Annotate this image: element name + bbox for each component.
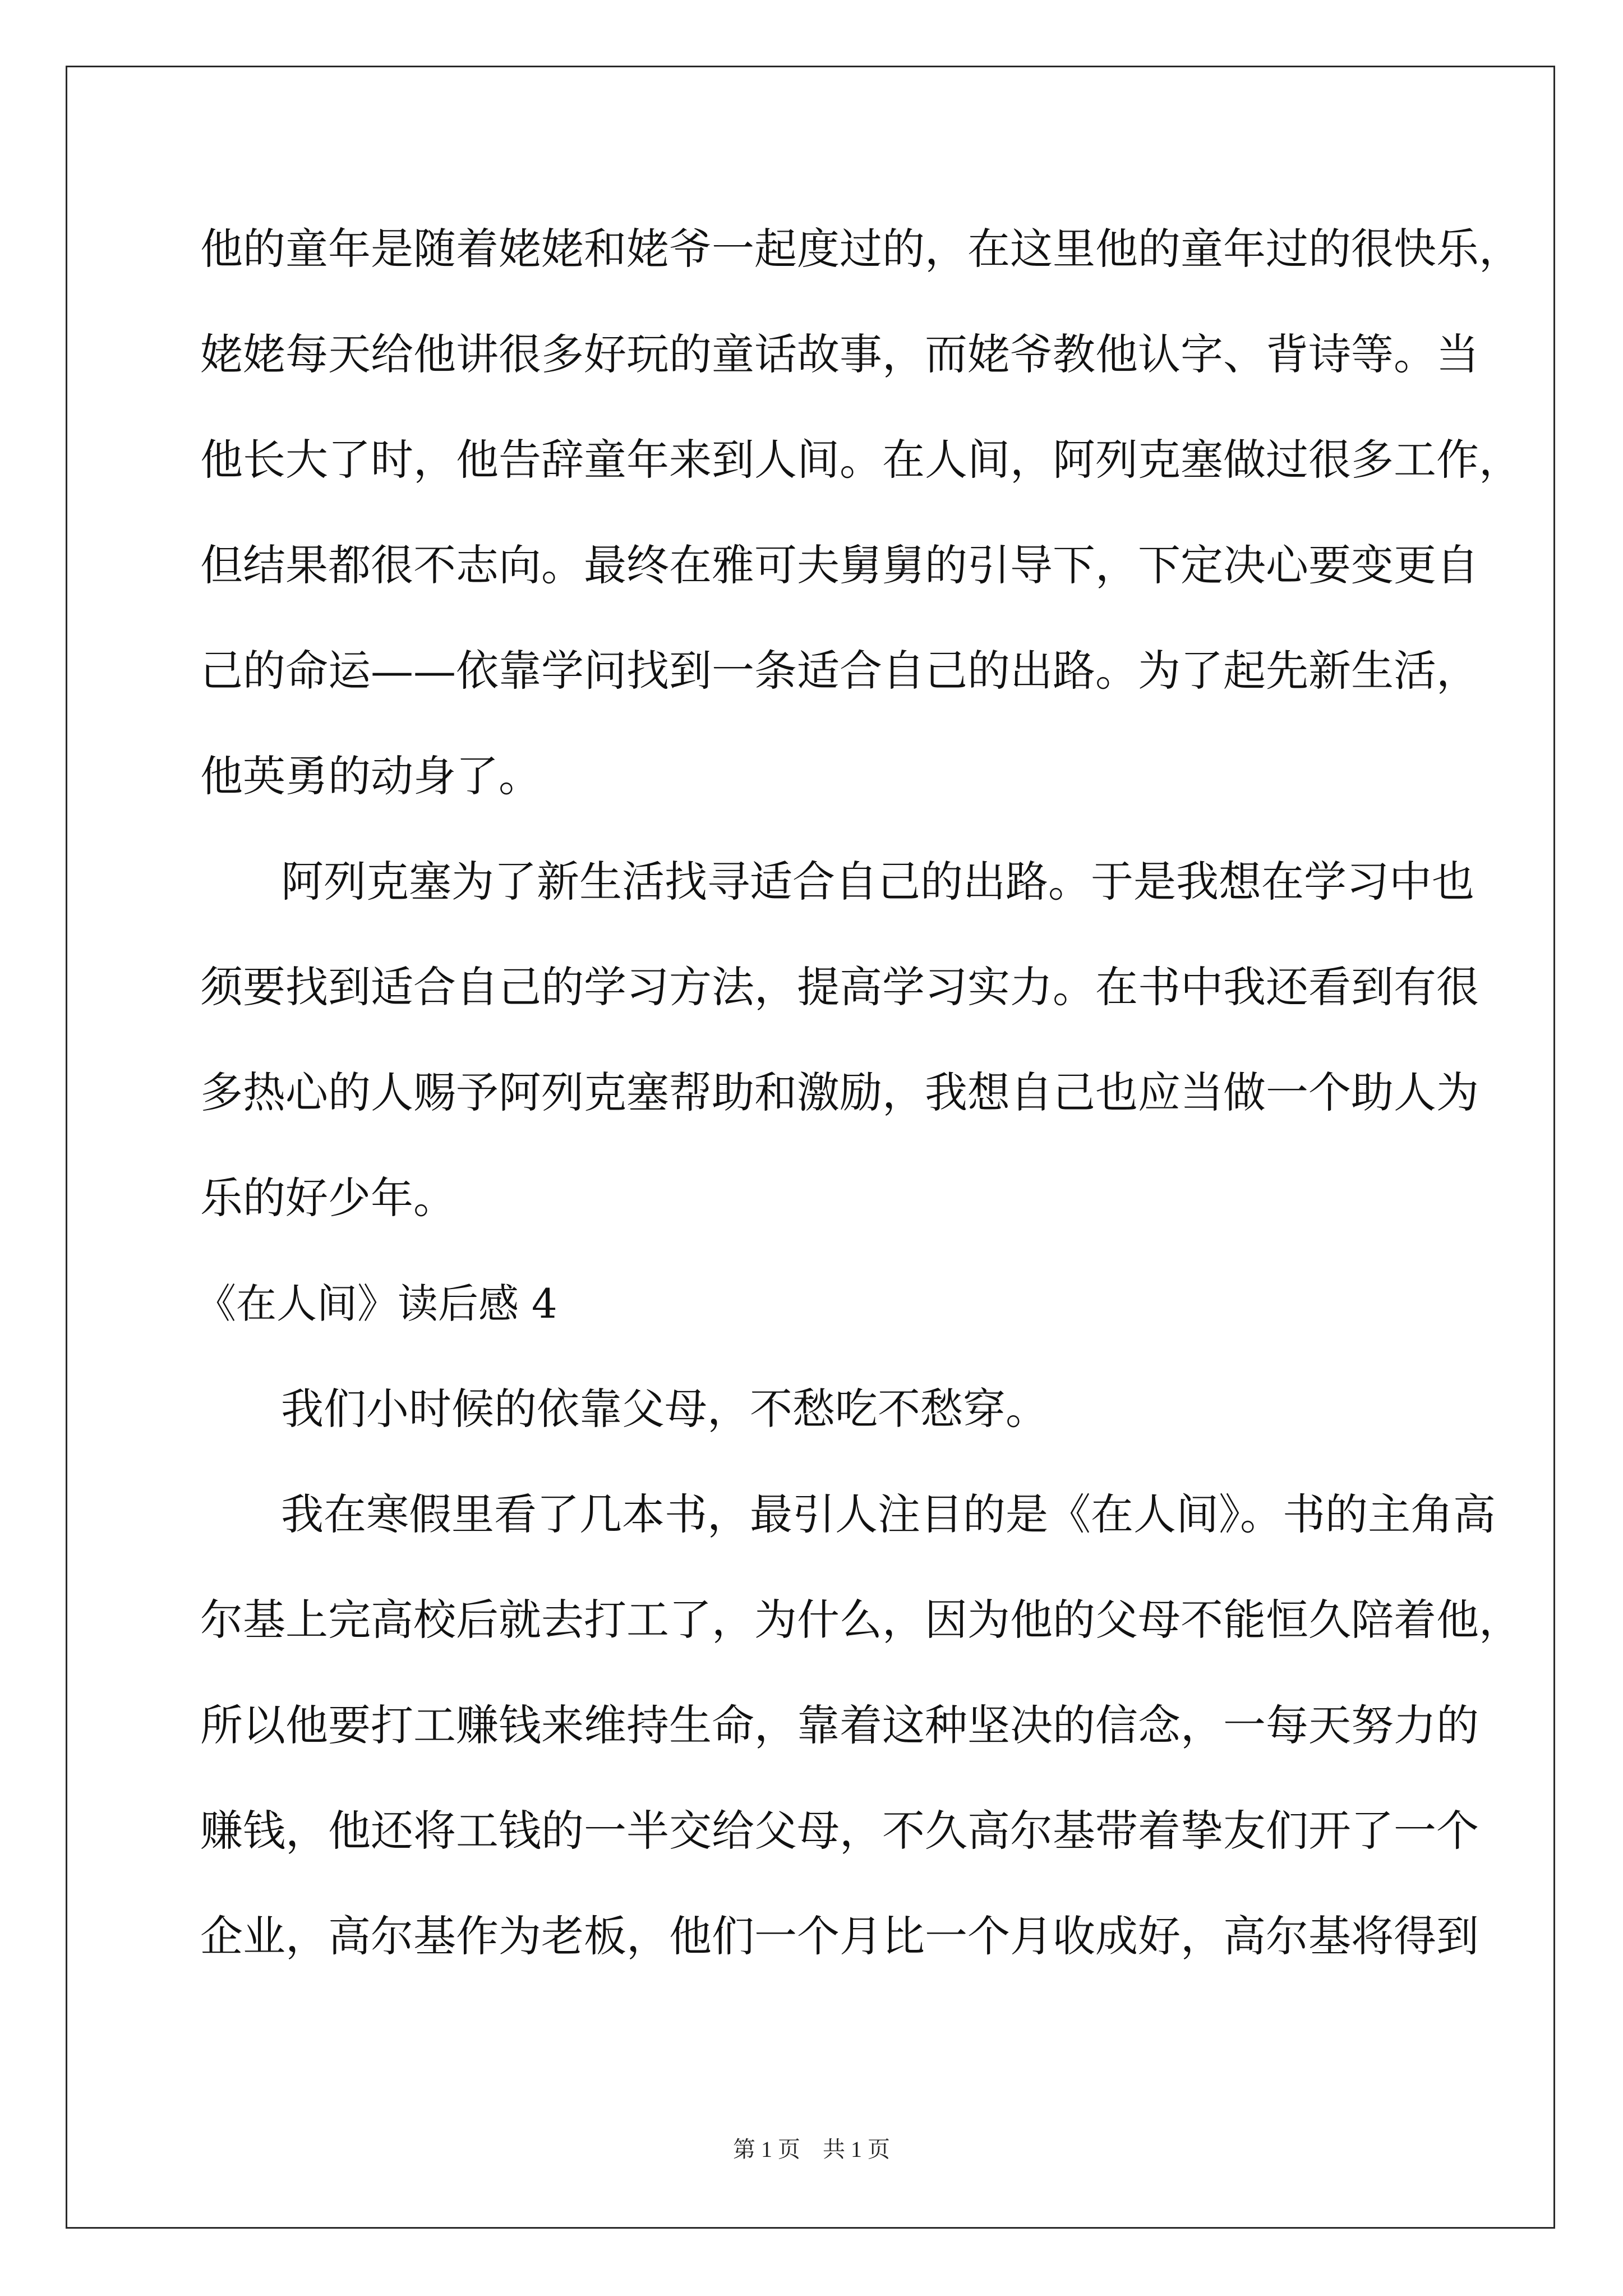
paragraph-line: 多热心的人赐予阿列克塞帮助和激励，我想自己也应当做一个助人为	[200, 1068, 1479, 1117]
paragraph-line: 企业，高尔基作为老板，他们一个月比一个月收成好，高尔基将得到	[200, 1911, 1479, 1961]
paragraph-line: 阿列克塞为了新生活找寻适合自己的出路。于是我想在学习中也	[281, 857, 1474, 907]
paragraph-line: 己的命运——依靠学问找到一条适合自己的出路。为了起先新生活，	[200, 646, 1479, 696]
document-body	[196, 196, 1521, 1989]
paragraph-line: 须要找到适合自己的学习方法，提高学习实力。在书中我还看到有很	[200, 962, 1479, 1012]
paragraph-line: 他的童年是随着姥姥和姥爷一起度过的，在这里他的童年过的很快乐，	[200, 224, 1521, 274]
paragraph-line: 赚钱，他还将工钱的一半交给父母，不久高尔基带着挚友们开了一个	[200, 1806, 1479, 1856]
paragraph-line: 他长大了时，他告辞童年来到人间。在人间，阿列克塞做过很多工作，	[200, 435, 1521, 485]
paragraph-line: 他英勇的动身了。	[200, 751, 541, 801]
paragraph-line: 尔基上完高校后就去打工了，为什么，因为他的父母不能恒久陪着他，	[200, 1595, 1521, 1645]
paragraph-line: 我们小时候的依靠父母，不愁吃不愁穿。	[281, 1384, 1048, 1434]
paragraph-line: 所以他要打工赚钱来维持生命，靠着这种坚决的信念，一每天努力的	[200, 1700, 1479, 1750]
paragraph-line: 乐的好少年。	[200, 1173, 456, 1223]
section-heading: 《在人间》读后感 4	[196, 1280, 557, 1327]
paragraph-line: 但结果都很不志向。最终在雅可夫舅舅的引导下，下定决心要变更自	[200, 540, 1479, 590]
paragraph-line: 姥姥每天给他讲很多好玩的童话故事，而姥爷教他认字、背诗等。当	[200, 329, 1479, 379]
page-footer: 第 1 页 共 1 页	[733, 2137, 890, 2162]
paragraph-line: 我在寒假里看了几本书，最引人注目的是《在人间》。书的主角高	[281, 1489, 1496, 1539]
